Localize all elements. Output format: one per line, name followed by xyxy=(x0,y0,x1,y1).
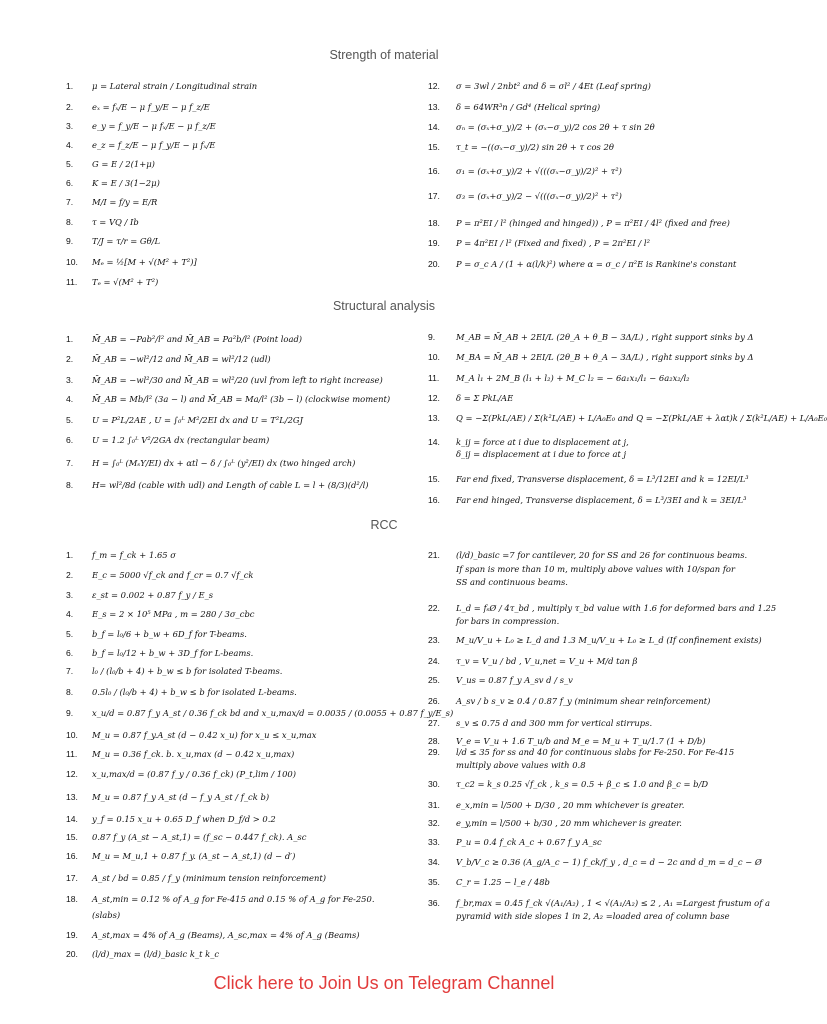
item-number: 13. xyxy=(66,792,78,802)
formula-text: U = 1.2 ∫₀ᴸ V²/2GA dx (rectangular beam) xyxy=(92,435,270,445)
rcc-right-item xyxy=(428,780,708,790)
formula-text: M/I = f/y = E/R xyxy=(92,197,158,207)
formula-text: e_y = f_y/E − μ fₓ/E − μ f_z/E xyxy=(92,121,216,131)
formula-text: M_u/V_u + L₀ ≥ L_d and 1.3 M_u/V_u + L₀ ≥ L_d (If confinement exists) xyxy=(456,635,762,645)
formula-text: y_f = 0.15 x_u + 0.65 D_f when D_f/d > 0.2 xyxy=(92,814,276,824)
item-number xyxy=(428,761,456,771)
item-number: 23. xyxy=(428,635,440,645)
item-number: 34. xyxy=(428,857,440,867)
sa-right-item xyxy=(428,353,754,363)
formula-text: e_y,min = l/500 + b/30 , 20 mm whichever is greater. xyxy=(456,818,682,828)
item-number: 5. xyxy=(66,629,74,639)
formula-text: SS and continuous beams. xyxy=(456,577,568,587)
formula-text: E_s = 2 × 10⁵ MPa , m = 280 / 3σ_cbc xyxy=(92,609,255,619)
som-right-item xyxy=(428,123,655,133)
item-number: 14. xyxy=(428,122,440,132)
rcc-right-item xyxy=(428,551,747,561)
rcc-left-item xyxy=(66,750,294,760)
formula-text: b_f = l₀/6 + b_w + 6D_f for T-beams. xyxy=(92,629,247,639)
item-number: 14. xyxy=(428,437,440,447)
rcc-right-item xyxy=(428,657,637,667)
item-number: 6. xyxy=(66,648,74,658)
item-number: 3. xyxy=(66,590,74,600)
item-number: 2. xyxy=(66,354,74,364)
formula-text: P = π²EI / l² (hinged and hinged)) , P = π²EI / 4l² (fixed and free) xyxy=(456,218,730,228)
item-number: 12. xyxy=(428,81,440,91)
formula-text: pyramid with side slopes 1 in 2, A₂ =loaded area of column base xyxy=(456,911,730,921)
formula-text: δ = Σ PkL/AE xyxy=(456,393,514,403)
som-left-item xyxy=(66,218,139,228)
som-left-item xyxy=(66,82,257,92)
item-number: 19. xyxy=(66,930,78,940)
rcc-right-item xyxy=(428,565,735,575)
item-number: 7. xyxy=(66,197,74,207)
sa-right-item xyxy=(428,438,629,448)
item-number: 14. xyxy=(66,814,78,824)
item-number: 30. xyxy=(428,779,440,789)
item-number xyxy=(66,911,92,921)
formula-text: multiply above values with 0.8 xyxy=(456,760,586,770)
item-number: 7. xyxy=(66,666,74,676)
rcc-right-item xyxy=(428,899,770,909)
rcc-left-item xyxy=(66,895,375,905)
som-right-item xyxy=(428,103,600,113)
formula-text: L_d = fₛØ / 4τ_bd , multiply τ_bd value with 1.6 for deformed bars and 1.25 xyxy=(456,603,777,613)
item-number: 4. xyxy=(66,394,74,404)
formula-text: M_u = 0.87 f_y.A_st (d − 0.42 x_u) for x_u ≤ x_u,max xyxy=(92,730,317,740)
formula-text: for bars in compression. xyxy=(456,616,560,626)
formula-text: x_u,max/d = (0.87 f_y / 0.36 f_ck) (P_t,lim / 100) xyxy=(92,769,296,779)
item-number: 18. xyxy=(428,218,440,228)
formula-text: δ_ij = displacement at i due to force at j xyxy=(456,449,627,459)
som-left-item xyxy=(66,141,215,151)
rcc-left-item xyxy=(66,911,120,921)
sa-right-item xyxy=(428,414,827,424)
formula-text: l₀ / (l₀/b + 4) + b_w ≤ b for isolated T-beams. xyxy=(92,666,283,676)
sa-left-item xyxy=(66,481,369,491)
sa-right-item xyxy=(428,475,749,485)
item-number: 8. xyxy=(66,217,74,227)
section-title-strength-of-material: Strength of material xyxy=(329,48,439,62)
formula-text: C_r = 1.25 − l_e / 48b xyxy=(456,877,550,887)
item-number: 17. xyxy=(428,191,440,201)
formula-text: P = 4π²EI / l² (Fixed and fixed) , P = 2π²EI / l² xyxy=(456,238,650,248)
rcc-left-item xyxy=(66,709,453,719)
rcc-right-item xyxy=(428,737,706,747)
rcc-left-item xyxy=(66,833,306,843)
rcc-right-item xyxy=(428,761,586,771)
rcc-left-item xyxy=(66,667,282,677)
formula-text: M̄_AB = −wl²/12 and M̄_AB = wl²/12 (udl) xyxy=(92,354,271,364)
item-number: 16. xyxy=(66,851,78,861)
item-number: 36. xyxy=(428,898,440,908)
formula-text: Q = −Σ(PkL/AE) / Σ(k²L/AE) + L/A₀E₀ and Q = −Σ(PkL/AE + λαt)k / Σ(k²L/AE) + L/A₀E₀ xyxy=(456,413,827,423)
som-left-item xyxy=(66,179,160,189)
formula-text: σ₃ = (σₓ+σ_y)/2 − √(((σₓ−σ_y)/2)² + τ²) xyxy=(456,191,622,201)
formula-text: eₓ = fₓ/E − μ f_y/E − μ f_z/E xyxy=(92,102,210,112)
item-number: 7. xyxy=(66,458,74,468)
item-number: 15. xyxy=(66,832,78,842)
item-number: 25. xyxy=(428,675,440,685)
formula-text: M_u = 0.87 f_y A_st (d − f_y A_st / f_ck b) xyxy=(92,792,270,802)
rcc-left-item xyxy=(66,630,247,640)
som-left-item xyxy=(66,198,157,208)
formula-text: T/J = τ/r = Gθ/L xyxy=(92,236,161,246)
som-right-item xyxy=(428,260,736,270)
sa-left-item xyxy=(66,395,390,405)
item-number: 6. xyxy=(66,435,74,445)
som-left-item xyxy=(66,160,155,170)
som-left-item xyxy=(66,237,160,247)
rcc-right-item xyxy=(428,819,682,829)
formula-text: e_x,min = l/500 + D/30 , 20 mm whichever is greater. xyxy=(456,800,685,810)
item-number: 24. xyxy=(428,656,440,666)
rcc-right-item xyxy=(428,838,602,848)
formula-text: E_c = 5000 √f_ck and f_cr = 0.7 √f_ck xyxy=(92,570,254,580)
formula-text: Mₑ = ½[M + √(M² + T²)] xyxy=(92,257,197,267)
sa-left-item xyxy=(66,335,302,345)
rcc-left-item xyxy=(66,571,253,581)
item-number: 10. xyxy=(66,730,78,740)
item-number: 11. xyxy=(428,373,440,383)
formula-text: τ_c2 = k_s 0.25 √f_ck , k_s = 0.5 + β_c ≤ 1.0 and β_c = b/D xyxy=(456,779,709,789)
item-number: 8. xyxy=(66,687,74,697)
rcc-left-item xyxy=(66,852,295,862)
sa-left-item xyxy=(66,376,383,386)
rcc-left-item xyxy=(66,815,276,825)
formula-text: μ = Lateral strain / Longitudinal strain xyxy=(92,81,258,91)
rcc-left-item xyxy=(66,591,213,601)
rcc-left-item xyxy=(66,874,326,884)
sa-right-item xyxy=(428,496,746,506)
item-number: 2. xyxy=(66,570,74,580)
rcc-right-item xyxy=(428,697,710,707)
item-number xyxy=(428,617,456,627)
telegram-join-link[interactable]: Click here to Join Us on Telegram Channel xyxy=(213,973,555,993)
item-number: 10. xyxy=(428,352,440,362)
item-number: 9. xyxy=(66,708,74,718)
som-left-item xyxy=(66,103,210,113)
item-number: 20. xyxy=(428,259,440,269)
item-number: 21. xyxy=(428,550,440,560)
item-number: 2. xyxy=(66,102,74,112)
formula-text: Tₑ = √(M² + T²) xyxy=(92,277,159,287)
item-number: 8. xyxy=(66,480,74,490)
formula-text: H = ∫₀ᴸ (MₛY/EI) dx + αtl − δ / ∫₀ᴸ (y²/EI) dx (two hinged arch) xyxy=(92,458,356,468)
som-left-item xyxy=(66,278,158,288)
item-number: 15. xyxy=(428,142,440,152)
item-number: 32. xyxy=(428,818,440,828)
item-number: 9. xyxy=(66,236,74,246)
item-number: 11. xyxy=(66,749,78,759)
item-number: 5. xyxy=(66,415,74,425)
item-number: 17. xyxy=(66,873,78,883)
formula-text: A_sv / b s_v ≥ 0.4 / 0.87 f_y (minimum shear reinforcement) xyxy=(456,696,711,706)
formula-text: Far end hinged, Transverse displacement, δ = L³/3EI and k = 3EI/L³ xyxy=(456,495,747,505)
formula-text: G = E / 2(1+μ) xyxy=(92,159,155,169)
section-title-structural-analysis: Structural analysis xyxy=(332,299,436,313)
formula-text: M̄_AB = −Pab²/l² and M̄_AB = Pa²b/l² (Point load) xyxy=(92,334,303,344)
item-number: 12. xyxy=(66,769,78,779)
som-right-item xyxy=(428,82,651,92)
item-number: 4. xyxy=(66,140,74,150)
rcc-left-item xyxy=(66,688,297,698)
rcc-right-item xyxy=(428,858,762,868)
formula-text: b_f = l₀/12 + b_w + 3D_f for L-beams. xyxy=(92,648,254,658)
formula-text: (l/d)_max = (l/d)_basic k_t k_c xyxy=(92,949,220,959)
formula-text: If span is more than 10 m, multiply above values with 10/span for xyxy=(456,564,735,574)
formula-text: (slabs) xyxy=(92,910,121,920)
section-title-rcc: RCC xyxy=(370,518,398,532)
som-right-item xyxy=(428,192,622,202)
formula-text: τ_t = −((σₓ−σ_y)/2) sin 2θ + τ cos 2θ xyxy=(456,142,614,152)
formula-text: l/d ≤ 35 for ss and 40 for continuous slabs for Fe-250. For Fe-415 xyxy=(456,747,735,757)
rcc-right-item xyxy=(428,912,730,922)
formula-text: H= wl²/8d (cable with udl) and Length of cable L = l + (8/3)(d²/l) xyxy=(92,480,369,490)
item-number: 1. xyxy=(66,81,74,91)
formula-text: ε_st = 0.002 + 0.87 f_y / E_s xyxy=(92,590,214,600)
formula-text: M_u = 0.36 f_ck. b. x_u,max (d − 0.42 x_u,max) xyxy=(92,749,295,759)
formula-text: e_z = f_z/E − μ f_y/E − μ fₓ/E xyxy=(92,140,216,150)
item-number: 20. xyxy=(66,949,78,959)
item-number: 12. xyxy=(428,393,440,403)
rcc-right-item xyxy=(428,617,559,627)
rcc-right-item xyxy=(428,604,776,614)
formula-text: U = P²L/2AE , U = ∫₀ᴸ M²/2EI dx and U = T²L/2GJ xyxy=(92,415,303,425)
sa-right-item xyxy=(428,333,754,343)
rcc-right-item xyxy=(428,801,684,811)
item-number xyxy=(428,912,456,922)
formula-text: V_us = 0.87 f_y A_sv d / s_v xyxy=(456,675,573,685)
rcc-left-item xyxy=(66,793,269,803)
item-number: 6. xyxy=(66,178,74,188)
som-left-item xyxy=(66,258,197,268)
formula-text: M_u = M_u,1 + 0.87 f_y. (A_st − A_st,1) (d − d′) xyxy=(92,851,296,861)
sa-left-item xyxy=(66,436,269,446)
item-number: 10. xyxy=(66,257,78,267)
som-right-item xyxy=(428,167,622,177)
item-number: 3. xyxy=(66,121,74,131)
item-number: 22. xyxy=(428,603,440,613)
sa-right-item xyxy=(428,450,626,460)
formula-text: P = σ_c A / (1 + α(l/k)²) where α = σ_c / π²E is Rankine's constant xyxy=(456,259,737,269)
formula-text: f_br,max = 0.45 f_ck √(A₁/A₂) , 1 < √(A₁/A₂) ≤ 2 , A₁ =Largest frustum of a xyxy=(456,898,770,908)
rcc-left-item xyxy=(66,551,176,561)
item-number: 19. xyxy=(428,238,440,248)
item-number: 29. xyxy=(428,747,440,757)
item-number xyxy=(428,450,456,460)
sa-right-item xyxy=(428,374,690,384)
formula-text: (l/d)_basic =7 for cantilever, 20 for SS and 26 for continuous beams. xyxy=(456,550,748,560)
rcc-left-item xyxy=(66,731,317,741)
som-right-item xyxy=(428,239,650,249)
rcc-left-item xyxy=(66,931,360,941)
sa-left-item xyxy=(66,416,303,426)
rcc-left-item xyxy=(66,770,296,780)
formula-text: M_AB = M̄_AB + 2EI/L (2θ_A + θ_B − 3Δ/L) , right support sinks by Δ xyxy=(456,332,754,342)
formula-text: K = E / 3(1−2μ) xyxy=(92,178,160,188)
rcc-right-item xyxy=(428,748,734,758)
formula-text: A_st,min = 0.12 % of A_g for Fe-415 and 0.15 % of A_g for Fe-250. xyxy=(92,894,375,904)
formula-text: M_BA = M̄_AB + 2EI/L (2θ_B + θ_A − 3Δ/L) , right support sinks by Δ xyxy=(456,352,754,362)
formula-text: 0.5l₀ / (l₀/b + 4) + b_w ≤ b for isolated L-beams. xyxy=(92,687,297,697)
formula-text: Far end fixed, Transverse displacement, δ = L³/12EI and k = 12EI/L³ xyxy=(456,474,749,484)
formula-text: σ = 3wl / 2nbt² and δ = σl² / 4Et (Leaf spring) xyxy=(456,81,651,91)
item-number xyxy=(428,565,456,575)
formula-text: M̄_AB = Mb/l² (3a − l) and M̄_AB = Ma/l² (3b − l) (clockwise moment) xyxy=(92,394,391,404)
item-number: 31. xyxy=(428,800,440,810)
rcc-left-item xyxy=(66,950,219,960)
sa-left-item xyxy=(66,459,355,469)
rcc-right-item xyxy=(428,676,573,686)
formula-text: s_v ≤ 0.75 d and 300 mm for vertical stirrups. xyxy=(456,718,653,728)
item-number: 18. xyxy=(66,894,78,904)
som-left-item xyxy=(66,122,216,132)
formula-text: f_m = f_ck + 1.65 σ xyxy=(92,550,176,560)
formula-text: A_st,max = 4% of A_g (Beams), A_sc,max = 4% of A_g (Beams) xyxy=(92,930,360,940)
formula-text: δ = 64WR³n / Gd⁴ (Helical spring) xyxy=(456,102,601,112)
item-number: 13. xyxy=(428,413,440,423)
formula-text: M̄_AB = −wl²/30 and M̄_AB = wl²/20 (uvl from left to right increase) xyxy=(92,375,383,385)
som-right-item xyxy=(428,143,614,153)
sa-left-item xyxy=(66,355,271,365)
som-right-item xyxy=(428,219,730,229)
item-number xyxy=(428,578,456,588)
rcc-right-item xyxy=(428,636,762,646)
rcc-left-item xyxy=(66,649,253,659)
item-number: 5. xyxy=(66,159,74,169)
formula-text: σₙ = (σₓ+σ_y)/2 + (σₓ−σ_y)/2 cos 2θ + τ sin 2θ xyxy=(456,122,655,132)
item-number: 3. xyxy=(66,375,74,385)
item-number: 13. xyxy=(428,102,440,112)
formula-text: k_ij = force at i due to displacement at j, xyxy=(456,437,629,447)
item-number: 1. xyxy=(66,550,74,560)
item-number: 28. xyxy=(428,736,440,746)
rcc-right-item xyxy=(428,878,550,888)
item-number: 35. xyxy=(428,877,440,887)
item-number: 15. xyxy=(428,474,440,484)
item-number: 33. xyxy=(428,837,440,847)
formula-text: σ₁ = (σₓ+σ_y)/2 + √(((σₓ−σ_y)/2)² + τ²) xyxy=(456,166,622,176)
sa-right-item xyxy=(428,394,513,404)
item-number: 9. xyxy=(428,332,436,342)
formula-text: 0.87 f_y (A_st − A_st,1) = (f_sc − 0.447 f_ck). A_sc xyxy=(92,832,307,842)
item-number: 16. xyxy=(428,495,440,505)
formula-text: A_st / bd = 0.85 / f_y (minimum tension reinforcement) xyxy=(92,873,327,883)
formula-text: τ = VQ / Ib xyxy=(92,217,139,227)
formula-text: V_e = V_u + 1.6 T_u/b and M_e = M_u + T_u/1.7 (1 + D/b) xyxy=(456,736,706,746)
item-number: 16. xyxy=(428,166,440,176)
rcc-left-item xyxy=(66,610,255,620)
formula-text: P_u = 0.4 f_ck A_c + 0.67 f_y A_sc xyxy=(456,837,602,847)
formula-text: V_b/V_c ≥ 0.36 (A_g/A_c − 1) f_ck/f_y , d_c = d − 2c and d_m = d_c − Ø xyxy=(456,857,762,867)
formula-text: M_A l₁ + 2M_B (l₁ + l₂) + M_C l₂ = − 6a₁x₁/l₁ − 6a₂x₂/l₂ xyxy=(456,373,690,383)
item-number: 26. xyxy=(428,696,440,706)
item-number: 27. xyxy=(428,718,440,728)
formula-text: x_u/d = 0.87 f_y A_st / 0.36 f_ck bd and x_u,max/d = 0.0035 / (0.0055 + 0.87 f_y/E_s) xyxy=(92,708,454,718)
formula-text: τ_v = V_u / bd , V_u,net = V_u + M/d tan β xyxy=(456,656,638,666)
rcc-right-item xyxy=(428,578,568,588)
item-number: 4. xyxy=(66,609,74,619)
item-number: 11. xyxy=(66,277,78,287)
item-number: 1. xyxy=(66,334,74,344)
rcc-right-item xyxy=(428,719,652,729)
